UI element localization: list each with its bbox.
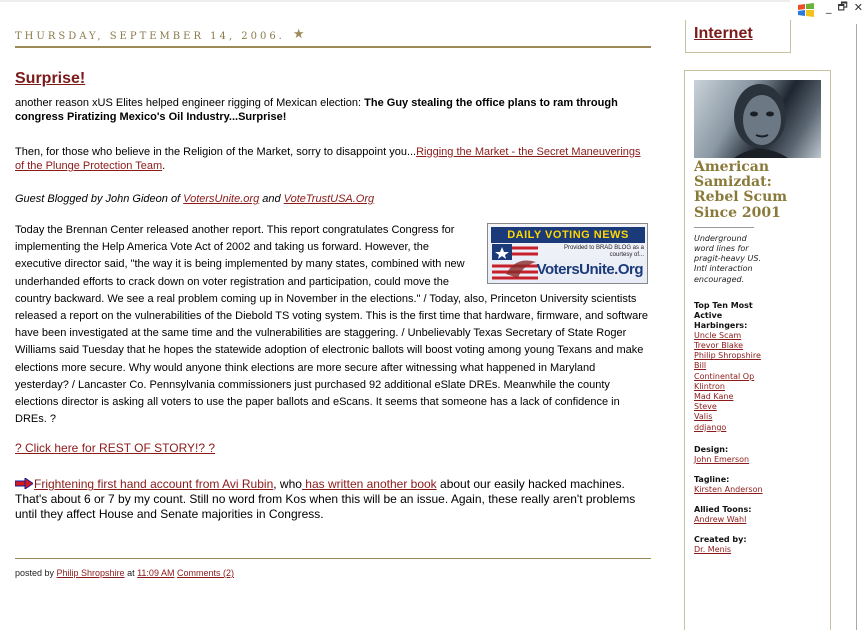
guest-text: Guest Blogged by John Gideon of [15, 193, 184, 205]
p1-text: another reason xUS Elites helped engineer rigging of Mexican election: [15, 97, 365, 109]
p4-who: , who [273, 477, 302, 492]
harbinger-link[interactable]: ddjango [694, 422, 727, 432]
votersunite-link[interactable]: VotersUnite.org [183, 193, 260, 205]
flag-eagle-icon [492, 244, 538, 282]
divider [694, 227, 754, 228]
and-text: and [259, 193, 284, 205]
guest-blogged-line [15, 192, 651, 206]
tagline-author-link[interactable]: Kirsten Anderson [694, 485, 763, 495]
harbinger-link[interactable]: Steve [694, 402, 717, 412]
blog-title: American Samizdat: Rebel Scum Since 2001 [694, 159, 788, 221]
story-body [15, 222, 651, 428]
date-header [15, 27, 651, 48]
harbinger-link[interactable]: Valis [694, 412, 713, 422]
comments-link[interactable]: Comments (2) [176, 568, 234, 578]
votetrustusa-link[interactable]: VoteTrustUSA.Org [283, 193, 375, 205]
design-label: Design: [694, 444, 729, 454]
post-footer [15, 558, 651, 578]
post-column [15, 27, 651, 578]
at-label: at [124, 568, 138, 578]
sidebar [684, 70, 831, 630]
harbinger-link[interactable]: Mad Kane [694, 392, 734, 402]
post-paragraph-2 [15, 145, 651, 173]
author-link[interactable]: Philip Shropshire [56, 568, 125, 578]
posted-by-label: posted by [15, 568, 57, 578]
red-arrow-icon [15, 478, 33, 489]
creator-link[interactable]: Dr. Menis [694, 545, 732, 555]
harbinger-link[interactable]: Uncle Scam [694, 330, 742, 340]
restore-button[interactable]: 🗗 [837, 0, 848, 13]
allied-toons-label: Allied Toons: [694, 505, 752, 515]
scrollbar-edge [856, 24, 857, 630]
close-button[interactable]: ✕ [853, 0, 863, 14]
windows-logo-icon [797, 2, 815, 18]
post-paragraph-1 [15, 96, 651, 124]
p4-text: about our easily hacked machines. That's about 6 or 7 by my count. Still no word from Kos when this will be an issue. Again, these really aren't problems until they affect House and Senate majorities in Congress. [15, 477, 636, 522]
harbinger-link[interactable]: Bill [694, 361, 707, 371]
p2-text: Then, for those who believe in the Religion of the Market, sorry to disappoint you... [15, 146, 417, 158]
harbinger-link[interactable]: Trevor Blake [694, 341, 744, 351]
harbinger-link[interactable]: Continental Op [694, 371, 755, 381]
post-title[interactable]: Surprise! [15, 70, 86, 87]
blog-subtitle: Underground word lines for pragit-heavy US. Intl interaction encouraged. [694, 233, 761, 284]
created-by-label: Created by: [694, 535, 747, 545]
dvn-provided-text: Provided to BRAD BLOG as a courtesy of... [563, 245, 644, 258]
designer-link[interactable]: John Emerson [694, 454, 750, 464]
post-paragraph-4 [15, 477, 651, 522]
another-book-link[interactable]: has written another book [301, 477, 437, 492]
harbinger-link[interactable]: Klintron [694, 381, 725, 391]
portrait-face-icon [694, 80, 821, 158]
allied-toons-link[interactable]: Andrew Wahl [694, 515, 747, 525]
avi-rubin-link[interactable]: Frightening first hand account from Avi Rubin [34, 477, 274, 492]
minimize-button[interactable]: _ [825, 0, 832, 14]
top-border [0, 0, 790, 2]
p1-bold-text: The Guy stealing the office plans to ram through congress Piratizing Mexico's Oil Industry...Surprise! [15, 97, 618, 123]
portrait-image [694, 80, 821, 158]
internet-box [685, 20, 791, 53]
top-ten-label: Top Ten Most Active Harbingers: [694, 300, 753, 330]
dvn-site-name: VotersUnite.Org [536, 261, 643, 278]
harbinger-link[interactable]: Philip Shropshire [694, 351, 761, 361]
tagline-label: Tagline: [694, 475, 730, 485]
star-icon: ★ [292, 27, 305, 42]
p2-end: . [162, 160, 166, 172]
permalink-time[interactable]: 11:09 AM [137, 568, 175, 578]
daily-voting-news-badge[interactable] [487, 223, 648, 284]
internet-link[interactable]: Internet [694, 25, 753, 42]
rigging-market-link[interactable]: Rigging the Market - the Secret Maneuverings of the Plunge Protection Team [15, 146, 641, 172]
window-controls [826, 0, 863, 14]
story-text: Today the Brennan Center released another report. This report congratulates Congress for implementing the Help America Vote Act of 2002 and taking us forward. However, the executive director said, "the way it is being implemented by many states, combined with new underhanded efforts to crack down on voter registration and participation, could move the country backward. We see a real problem coming up in November in the elections." / Today, also, Princeton University scientists released a report on the vulnerabilities of the Diebold TS voting system. This is the first time that hardware, firmware, and software have been investigated at the same time and the vulnerabilities are staggering. / Unbelievably Texas Secretary of State Roger Williams said Tuesday that he hopes the statewide adoption of electronic ballots will boost voting among young Texans and make elections more secure. Why would anyone think elections are more secure after witnessing what happened in Maryland yesterday? / Lancaster Co. Pennsylvania commissioners just purchased 92 additional eSlate DREs. Meanwhile the county elections director is asking all voters to use the paper ballots and eScans. It seems that someone has a lack of confidence in DREs. ? [15, 224, 648, 426]
dvn-banner: DAILY VOTING NEWS [491, 227, 645, 243]
post-date: THURSDAY, SEPTEMBER 14, 2006. [15, 31, 285, 42]
rest-of-story-link[interactable]: ? Click here for REST OF STORY!? ? [15, 441, 216, 456]
